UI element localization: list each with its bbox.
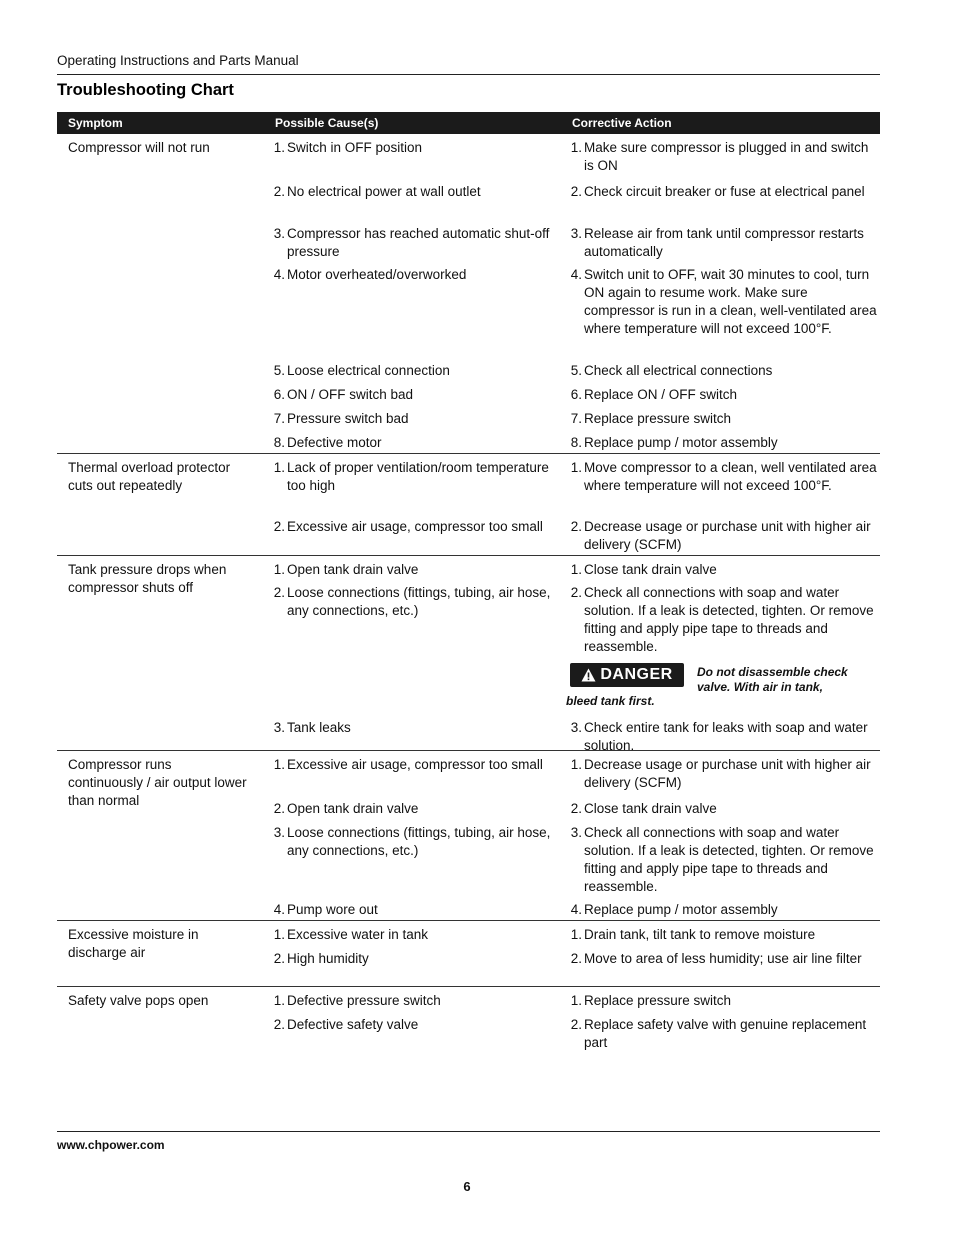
table-row: [57, 987, 880, 1011]
action-cell: 7. Replace pressure switch: [570, 411, 732, 426]
table-group: [57, 751, 880, 921]
action-cell: 2. Check all connections with soap and water solution. If a leak is detected, tighten. Or remove fitting and apply pipe tape to threads and reassemble.: [570, 585, 874, 654]
table-row: [57, 819, 880, 896]
table-row: [57, 405, 880, 429]
table-row: [57, 454, 880, 513]
table-group: [57, 556, 880, 751]
table-group: [57, 987, 880, 1053]
cause-cell: 4. Pump wore out: [273, 902, 378, 917]
header-rule: [57, 74, 880, 75]
table-row: [57, 429, 880, 453]
danger-text-continued: bleed tank first.: [566, 694, 655, 708]
table-group: [57, 921, 880, 987]
symptom-cell: Compressor runs continuously / air output lower than normal: [68, 757, 247, 808]
table-row: [57, 945, 880, 986]
table-row: [57, 921, 880, 945]
page-number: 6: [463, 1179, 471, 1194]
action-cell: 1. Close tank drain valve: [570, 562, 717, 577]
action-cell: 3. Check entire tank for leaks with soap and water solution.: [570, 720, 868, 753]
cause-cell: 5. Loose electrical connection: [273, 363, 450, 378]
cause-cell: 8. Defective motor: [273, 435, 382, 450]
action-cell: 2. Close tank drain valve: [570, 801, 717, 816]
table-row: [57, 1011, 880, 1053]
table-row: [57, 513, 880, 555]
cause-cell: 2. Open tank drain valve: [273, 801, 419, 816]
table-group: [57, 454, 880, 556]
cause-cell: 4. Motor overheated/overworked: [273, 267, 467, 282]
action-cell: 1. Replace pressure switch: [570, 993, 732, 1008]
cause-cell: 2. Defective safety valve: [273, 1017, 419, 1032]
cause-cell: 1. Excessive air usage, compressor too small: [273, 757, 543, 772]
action-cell: 4. Switch unit to OFF, wait 30 minutes to cool, turn ON again to resume work. Make sure compressor is run in a clean, well-ventilated area where temperature will not exceed 100°F.: [570, 267, 877, 336]
table-row: [57, 795, 880, 819]
symptom-cell: Compressor will not run: [68, 140, 210, 155]
action-cell: 1. Move compressor to a clean, well ventilated area where temperature will not exceed 100°F.: [570, 460, 877, 493]
table-row: [57, 751, 880, 795]
troubleshooting-table: [57, 112, 880, 1053]
table-row: [57, 714, 880, 753]
cause-cell: 3. Compressor has reached automatic shut-off pressure: [273, 226, 550, 259]
column-header-cause: Possible Cause(s): [275, 116, 379, 130]
action-cell: 1. Make sure compressor is plugged in and switch is ON: [570, 140, 869, 173]
action-cell: 2. Move to area of less humidity; use air line filter: [570, 951, 862, 966]
cause-cell: 2. Loose connections (fittings, tubing, air hose, any connections, etc.): [273, 585, 551, 618]
cause-cell: 1. Lack of proper ventilation/room temperature too high: [273, 460, 549, 493]
action-cell: 6. Replace ON / OFF switch: [570, 387, 738, 402]
table-header: [57, 112, 880, 134]
cause-cell: 3. Tank leaks: [273, 720, 351, 735]
running-head: Operating Instructions and Parts Manual: [57, 53, 299, 68]
warning-triangle-icon: [581, 668, 596, 682]
page-title: Troubleshooting Chart: [57, 81, 234, 99]
danger-badge: [570, 663, 684, 687]
table-row: [57, 178, 880, 220]
table-row: [57, 579, 880, 656]
cause-cell: 1. Switch in OFF position: [273, 140, 423, 155]
footer-rule: [57, 1131, 880, 1132]
symptom-cell: Safety valve pops open: [68, 993, 209, 1008]
table-row: [57, 381, 880, 405]
danger-label: DANGER: [600, 666, 673, 683]
symptom-cell: Tank pressure drops when compressor shuts off: [68, 562, 227, 595]
action-cell: 1. Drain tank, tilt tank to remove moisture: [570, 927, 816, 942]
action-cell: 4. Replace pump / motor assembly: [570, 902, 778, 917]
table-row: [57, 556, 880, 579]
action-cell: 2. Decrease usage or purchase unit with higher air delivery (SCFM): [570, 519, 871, 552]
cause-cell: 6. ON / OFF switch bad: [273, 387, 414, 402]
cause-cell: 2. High humidity: [273, 951, 369, 966]
symptom-cell: Excessive moisture in discharge air: [68, 927, 199, 960]
table-group: [57, 134, 880, 454]
cause-cell: 1. Excessive water in tank: [273, 927, 429, 942]
action-cell: 8. Replace pump / motor assembly: [570, 435, 778, 450]
danger-text: Do not disassemble check valve. With air in tank,: [697, 665, 848, 694]
cause-cell: 1. Defective pressure switch: [273, 993, 441, 1008]
action-cell: 3. Release air from tank until compressor restarts automatically: [570, 226, 864, 259]
table-row: [57, 896, 880, 920]
column-header-action: Corrective Action: [572, 116, 672, 130]
action-cell: 3. Check all connections with soap and water solution. If a leak is detected, tighten. Or remove fitting and apply pipe tape to threads and reassemble.: [570, 825, 874, 894]
table-row: [57, 357, 880, 381]
table-row: [57, 134, 880, 178]
column-header-symptom: Symptom: [68, 116, 123, 130]
table-row: [57, 261, 880, 357]
table-row: [57, 220, 880, 261]
cause-cell: 7. Pressure switch bad: [273, 411, 409, 426]
cause-cell: 2. No electrical power at wall outlet: [273, 184, 481, 199]
cause-cell: 2. Excessive air usage, compressor too small: [273, 519, 543, 534]
action-cell: 2. Replace safety valve with genuine replacement part: [570, 1017, 867, 1050]
cause-cell: 1. Open tank drain valve: [273, 562, 419, 577]
action-cell: 5. Check all electrical connections: [570, 363, 773, 378]
action-cell: 2. Check circuit breaker or fuse at electrical panel: [570, 184, 865, 199]
cause-cell: 3. Loose connections (fittings, tubing, air hose, any connections, etc.): [273, 825, 551, 858]
symptom-cell: Thermal overload protector cuts out repeatedly: [68, 460, 231, 493]
action-cell: 1. Decrease usage or purchase unit with higher air delivery (SCFM): [570, 757, 871, 790]
footer-website-link[interactable]: www.chpower.com: [57, 1138, 165, 1152]
danger-notice: [57, 656, 880, 714]
